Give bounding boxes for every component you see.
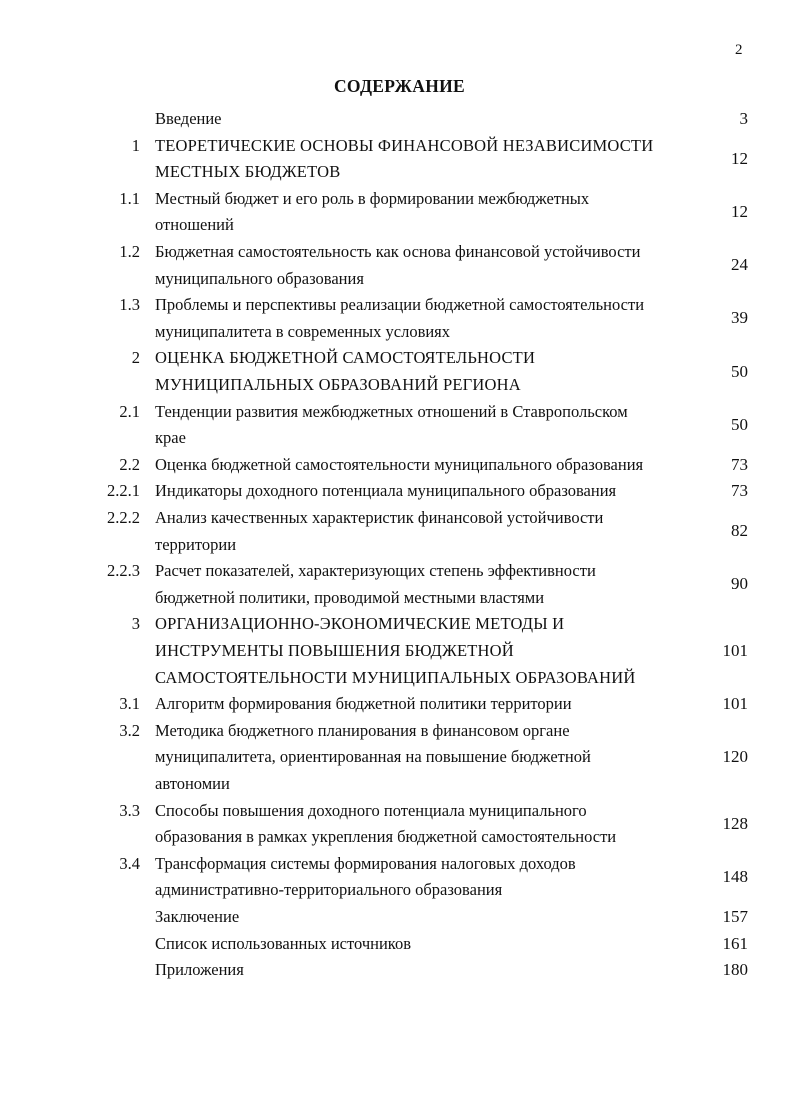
toc-entry-title-line: Трансформация системы формирования налоговых доходов [155,853,576,873]
toc-entry-page: 82 [731,521,748,541]
toc-entry-title-line: Бюджетная самостоятельность как основа финансовой устойчивости [155,242,641,261]
toc-entry-title-line: Проблемы и перспективы реализации бюджетной самостоятельности [155,295,645,315]
toc-entry-title [155,345,710,398]
toc-entry-number: 2.2 [119,454,140,474]
toc-entry-title [155,904,710,931]
toc-entry-title-line: бюджетной политики, проводимой местными властями [155,587,545,607]
toc-entry-page: 157 [722,907,748,926]
page-title: СОДЕРЖАНИЕ [333,76,465,96]
toc-entry [0,558,799,611]
toc-entry-number: 3 [131,614,140,634]
toc-entry-number: 1.3 [119,295,140,315]
toc-entry [0,931,799,958]
toc-entry-title-line: Алгоритм формирования бюджетной политики территории [155,694,572,714]
toc-entry-title [155,505,710,558]
toc-entry [0,239,799,292]
toc-entry [0,904,799,931]
toc-entry-title-line: отношений [155,215,234,235]
toc-entry-page: 12 [731,148,748,168]
toc-entry-title [155,931,710,958]
toc-entry-page: 120 [722,747,748,767]
toc-entry [0,133,799,186]
toc-entry-title-line: Индикаторы доходного потенциала муниципального образования [155,481,617,501]
toc-entry-title-line: автономии [155,773,230,793]
toc-entry-title [155,292,710,345]
toc-entry [0,345,799,398]
toc-entry-title-line: МЕСТНЫХ БЮДЖЕТОВ [155,162,341,182]
toc-entry-number: 3.2 [119,720,140,740]
toc-entry-title [155,558,710,611]
toc-entry-title-line: Введение [155,109,222,128]
toc-entry-number: 2.1 [119,401,140,421]
toc-entry-title-line: муниципалитета, ориентированная на повышение бюджетной [155,747,591,767]
toc-entry-number: 1.2 [119,242,140,261]
toc-entry [0,186,799,239]
toc-entry-title-line: муниципального образования [155,268,364,288]
page-number: 2 [735,42,743,58]
toc-entry-title-line: ИНСТРУМЕНТЫ ПОВЫШЕНИЯ БЮДЖЕТНОЙ [155,640,514,660]
toc-entry-number: 3.1 [119,694,140,714]
toc-entry-title-line: муниципалитета в современных условиях [155,321,451,341]
toc-entry-title [155,106,710,133]
toc-entry-title-line: ТЕОРЕТИЧЕСКИЕ ОСНОВЫ ФИНАНСОВОЙ НЕЗАВИСИМОСТИ [155,135,654,155]
toc-entry [0,718,799,798]
toc-entry [0,691,799,718]
toc-entry-title [155,133,710,186]
toc-entry-title-line: Анализ качественных характеристик финансовой устойчивости [155,508,604,527]
toc-entry-number: 2.2.1 [107,481,140,501]
toc-entry-title-line: Список использованных источников [155,933,411,953]
toc-entry-number: 2.2.3 [107,561,140,581]
toc-entry-title [155,798,710,851]
toc-entry [0,478,799,505]
toc-entry [0,798,799,851]
toc-entry-title [155,611,710,691]
toc-entry-page: 12 [731,202,748,222]
toc-entry-title-line: Расчет показателей, характеризующих степень эффективности [155,561,596,581]
toc-entry-page: 3 [739,109,748,128]
toc-entry-page: 128 [722,813,748,833]
toc-entry [0,957,799,984]
toc-entry-title-line: Местный бюджет и его роль в формировании межбюджетных [155,188,590,208]
toc-entry-number: 1.1 [119,188,140,208]
toc-entry [0,106,799,133]
toc-entry-page: 180 [722,960,748,980]
toc-entry-number: 2 [131,348,140,368]
toc-entry-title-line: Приложения [155,960,244,980]
toc-entry-title-line: образования в рамках укрепления бюджетной самостоятельности [155,827,617,847]
toc-entry-page: 90 [731,574,748,594]
toc-entry-title [155,851,710,904]
toc-entry-title [155,239,710,292]
toc-entry-title-line: административно-территориального образования [155,880,503,900]
toc-entry-title [155,399,710,452]
toc-entry [0,505,799,558]
toc-entry-title-line: Способы повышения доходного потенциала муниципального [155,800,587,820]
toc-entry-title-line: территории [155,534,237,554]
toc-entry-title [155,478,710,505]
toc-entry-title-line: САМОСТОЯТЕЛЬНОСТИ МУНИЦИПАЛЬНЫХ ОБРАЗОВАНИЙ [155,667,636,687]
toc-entry-title-line: ОЦЕНКА БЮДЖЕТНОЙ САМОСТОЯТЕЛЬНОСТИ [155,348,536,368]
toc-entry-title [155,718,710,798]
toc-entry [0,292,799,345]
toc-entry [0,851,799,904]
toc-entry [0,399,799,452]
toc-entry-page: 101 [722,694,748,714]
toc-entry-page: 24 [731,255,748,275]
toc-entry-title [155,691,710,718]
toc-entry-title-line: крае [155,428,186,448]
toc-entry-page: 148 [722,867,748,887]
toc-entry-page: 50 [731,414,748,434]
toc-entry-title-line: ОРГАНИЗАЦИОННО-ЭКОНОМИЧЕСКИЕ МЕТОДЫ И [155,614,565,634]
toc-entry-title-line: Методика бюджетного планирования в финансовом органе [155,720,570,740]
toc-entry-number: 3.4 [119,853,140,873]
toc-entry-title-line: Заключение [155,907,240,926]
toc-entry-page: 50 [731,361,748,381]
toc-entry-title-line: Тенденции развития межбюджетных отношений в Ставропольском [155,401,628,421]
toc-entry-page: 161 [722,933,748,953]
toc-entry-number: 2.2.2 [107,508,140,527]
toc-entry-number: 1 [131,135,140,155]
toc-entry [0,452,799,479]
toc-entry-title [155,186,710,239]
toc-entry-page: 39 [731,308,748,328]
toc-entry [0,611,799,691]
toc-entry-title [155,452,710,479]
toc-entry-page: 101 [722,640,748,660]
toc-entry-page: 73 [731,454,748,474]
toc-entry-page: 73 [731,481,748,501]
toc-entry-title-line: МУНИЦИПАЛЬНЫХ ОБРАЗОВАНИЙ РЕГИОНА [155,374,521,394]
toc-entry-title-line: Оценка бюджетной самостоятельности муниципального образования [155,454,644,474]
toc-entry-number: 3.3 [119,800,140,820]
toc-entry-title [155,957,710,984]
